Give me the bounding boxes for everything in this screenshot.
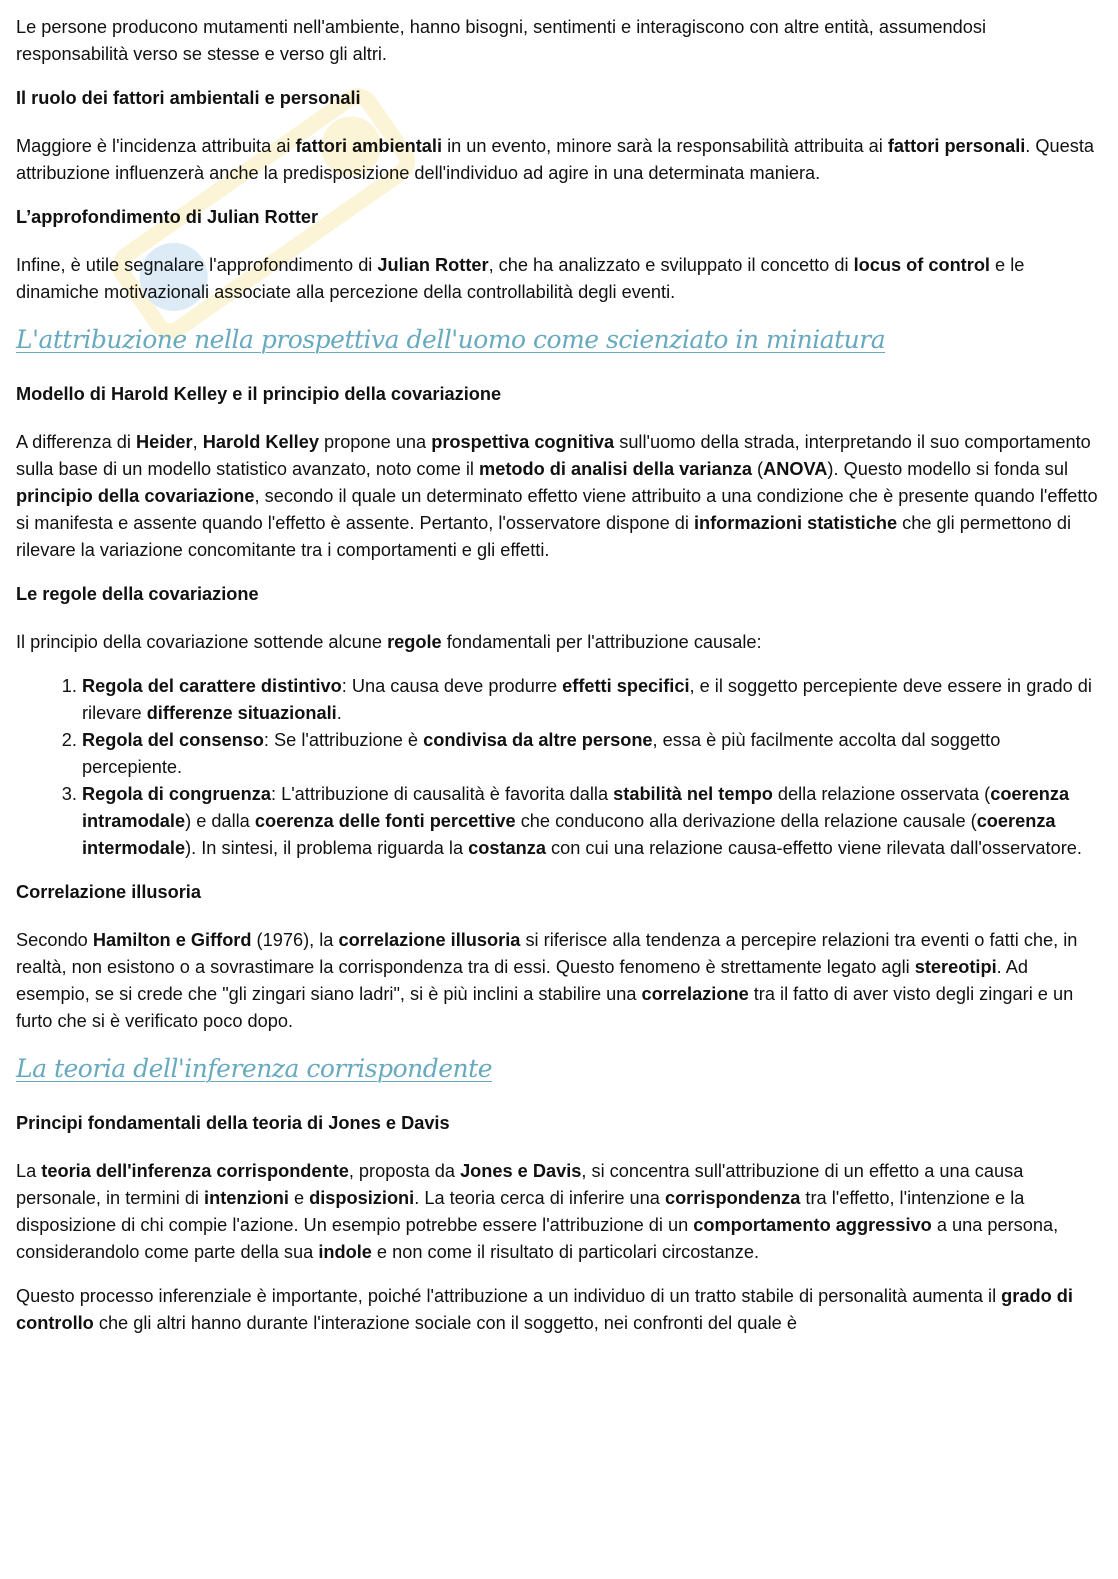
paragraph-fattori: Maggiore è l'incidenza attribuita ai fattori ambientali in un evento, minore sarà la responsabilità attribuita ai fattori personali. Questa attribuzione influenzerà anche la predisposizione dell'individuo ad agire in una determinata maniera. (16, 136, 1095, 183)
heading-jones-davis: Principi fondamentali della teoria di Jones e Davis (16, 1113, 450, 1133)
paragraph-regole: Il principio della covariazione sottende alcune regole fondamentali per l'attribuzione causale: (16, 632, 762, 652)
section-heading-scienziato: L'attribuzione nella prospettiva dell'uomo come scienziato in miniatura (16, 325, 886, 354)
heading-correlazione: Correlazione illusoria (16, 882, 201, 902)
paragraph-correlazione: Secondo Hamilton e Gifford (1976), la correlazione illusoria si riferisce alla tendenza a percepire relazioni tra eventi o fatti che, in realtà, non esistono o a sovrastimare la corrispondenza tra di essi. Questo fenomeno è strettamente legato agli stereotipi. Ad esempio, se si crede che "gli zingari siano ladri", si è più inclini a stabilire una correlazione tra il fatto di aver visto degli zingari e un furto che si è verificato poco dopo. (16, 930, 1078, 1031)
paragraph-processo: Questo processo inferenziale è importante, poiché l'attribuzione a un individuo di un tratto stabile di personalità aumenta il grado di controllo che gli altri hanno durante l'interazione sociale con il soggetto, nei confronti del quale è (16, 1286, 1073, 1333)
document-page (16, 14, 1098, 1354)
list-item: 3. Regola di congruenza: L'attribuzione di causalità è favorita dalla stabilità nel tempo della relazione osservata (coerenza intramodale) e dalla coerenza delle fonti percettive che conducono alla derivazione della relazione causale (coerenza intermodale). In sintesi, il problema riguarda la costanza con cui una relazione causa-effetto viene rilevata dall'osservatore. (82, 781, 1098, 862)
list-item: 1. Regola del carattere distintivo: Una causa deve produrre effetti specifici, e il soggetto percepiente deve essere in grado di rilevare differenze situazionali. (82, 673, 1098, 727)
section-heading-inferenza: La teoria dell'inferenza corrispondente (16, 1054, 492, 1083)
heading-fattori: Il ruolo dei fattori ambientali e personali (16, 88, 361, 108)
list-item: 2. Regola del consenso: Se l'attribuzione è condivisa da altre persone, essa è più facilmente accolta dal soggetto percepiente. (82, 727, 1098, 781)
intro-paragraph: Le persone producono mutamenti nell'ambiente, hanno bisogni, sentimenti e interagiscono con altre entità, assumendosi responsabilità verso se stesse e verso gli altri. (16, 17, 987, 64)
heading-rotter: L’approfondimento di Julian Rotter (16, 207, 319, 227)
rules-list (16, 673, 1098, 862)
paragraph-kelley: A differenza di Heider, Harold Kelley propone una prospettiva cognitiva sull'uomo della strada, interpretando il suo comportamento sulla base di un modello statistico avanzato, noto come il metodo di analisi della varianza (ANOVA). Questo modello si fonda sul principio della covariazione, secondo il quale un determinato effetto viene attribuito a una condizione che è presente quando l'effetto si manifesta e assente quando l'effetto è assente. Pertanto, l'osservatore dispone di informazioni statistiche che gli permettono di rilevare la variazione concomitante tra i comportamenti e gli effetti. (16, 432, 1098, 560)
paragraph-rotter: Infine, è utile segnalare l'approfondimento di Julian Rotter, che ha analizzato e sviluppato il concetto di locus of control e le dinamiche motivazionali associate alla percezione della controllabilità degli eventi. (16, 255, 1025, 302)
heading-kelley: Modello di Harold Kelley e il principio della covariazione (16, 384, 502, 404)
heading-regole: Le regole della covariazione (16, 584, 259, 604)
paragraph-jones-davis: La teoria dell'inferenza corrispondente, proposta da Jones e Davis, si concentra sull'attribuzione di un effetto a una causa personale, in termini di intenzioni e disposizioni. La teoria cerca di inferire una corrispondenza tra l'effetto, l'intenzione e la disposizione di chi compie l'azione. Un esempio potrebbe essere l'attribuzione di un comportamento aggressivo a una persona, considerandolo come parte della sua indole e non come il risultato di particolari circostanze. (16, 1161, 1059, 1262)
